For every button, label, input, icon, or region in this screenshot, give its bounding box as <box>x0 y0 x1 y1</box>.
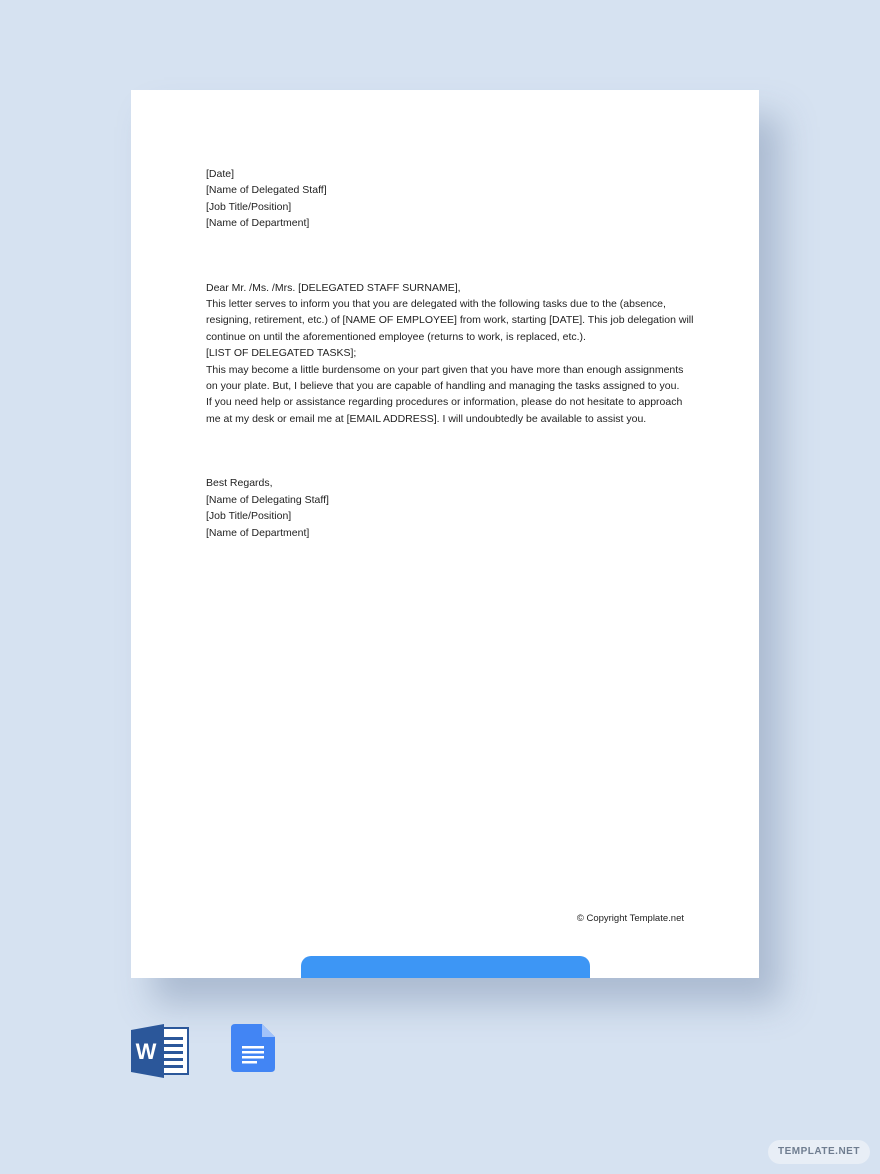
closing: Best Regards, <box>206 477 273 490</box>
sender-name: [Name of Delegating Staff] <box>206 493 329 506</box>
letter-date: [Date] <box>206 168 235 180</box>
paragraph-delegation: This letter serves to inform you that you are delegated with the following tasks due to the (absence, resigning, retirement, etc.) of [NAME OF EMPLOYEE] from work, starting [DATE]. This job delegation will continue on until the aforementioned employee (returns to work, is replaced, etc.). <box>206 298 694 343</box>
letter-page <box>131 90 759 978</box>
download-tab[interactable] <box>301 956 590 978</box>
recipient-title: [Job Title/Position] <box>206 200 292 213</box>
copyright-notice: © Copyright Template.net <box>576 913 684 924</box>
paragraph-assistance: If you need help or assistance regarding procedures or information, please do not hesitate to approach me at my desk or email me at [EMAIL ADDRESS]. I will undoubtedly be available to assist you. <box>206 396 683 425</box>
google-docs-icon[interactable] <box>231 1024 275 1072</box>
recipient-name: [Name of Delegated Staff] <box>206 184 327 197</box>
recipient-department: [Name of Department] <box>206 217 310 230</box>
recipient-block <box>206 182 694 231</box>
sender-department: [Name of Department] <box>206 526 310 539</box>
letter-body <box>206 166 694 541</box>
paragraph-burden: This may become a little burdensome on your part given that you have more than enough assignments on your plate. But, I believe that you are capable of handling and managing the tasks assigned to you. <box>206 363 684 393</box>
word-letter: W <box>135 1039 157 1064</box>
microsoft-word-icon[interactable] <box>131 1024 189 1078</box>
paragraph-task-list: [LIST OF DELEGATED TASKS]; <box>206 347 357 360</box>
watermark: TEMPLATE.NET <box>768 1140 870 1164</box>
sender-title: [Job Title/Position] <box>206 510 292 523</box>
salutation: Dear Mr. /Ms. /Mrs. [DELEGATED STAFF SURNAME], <box>206 281 461 294</box>
sender-block <box>206 492 694 541</box>
